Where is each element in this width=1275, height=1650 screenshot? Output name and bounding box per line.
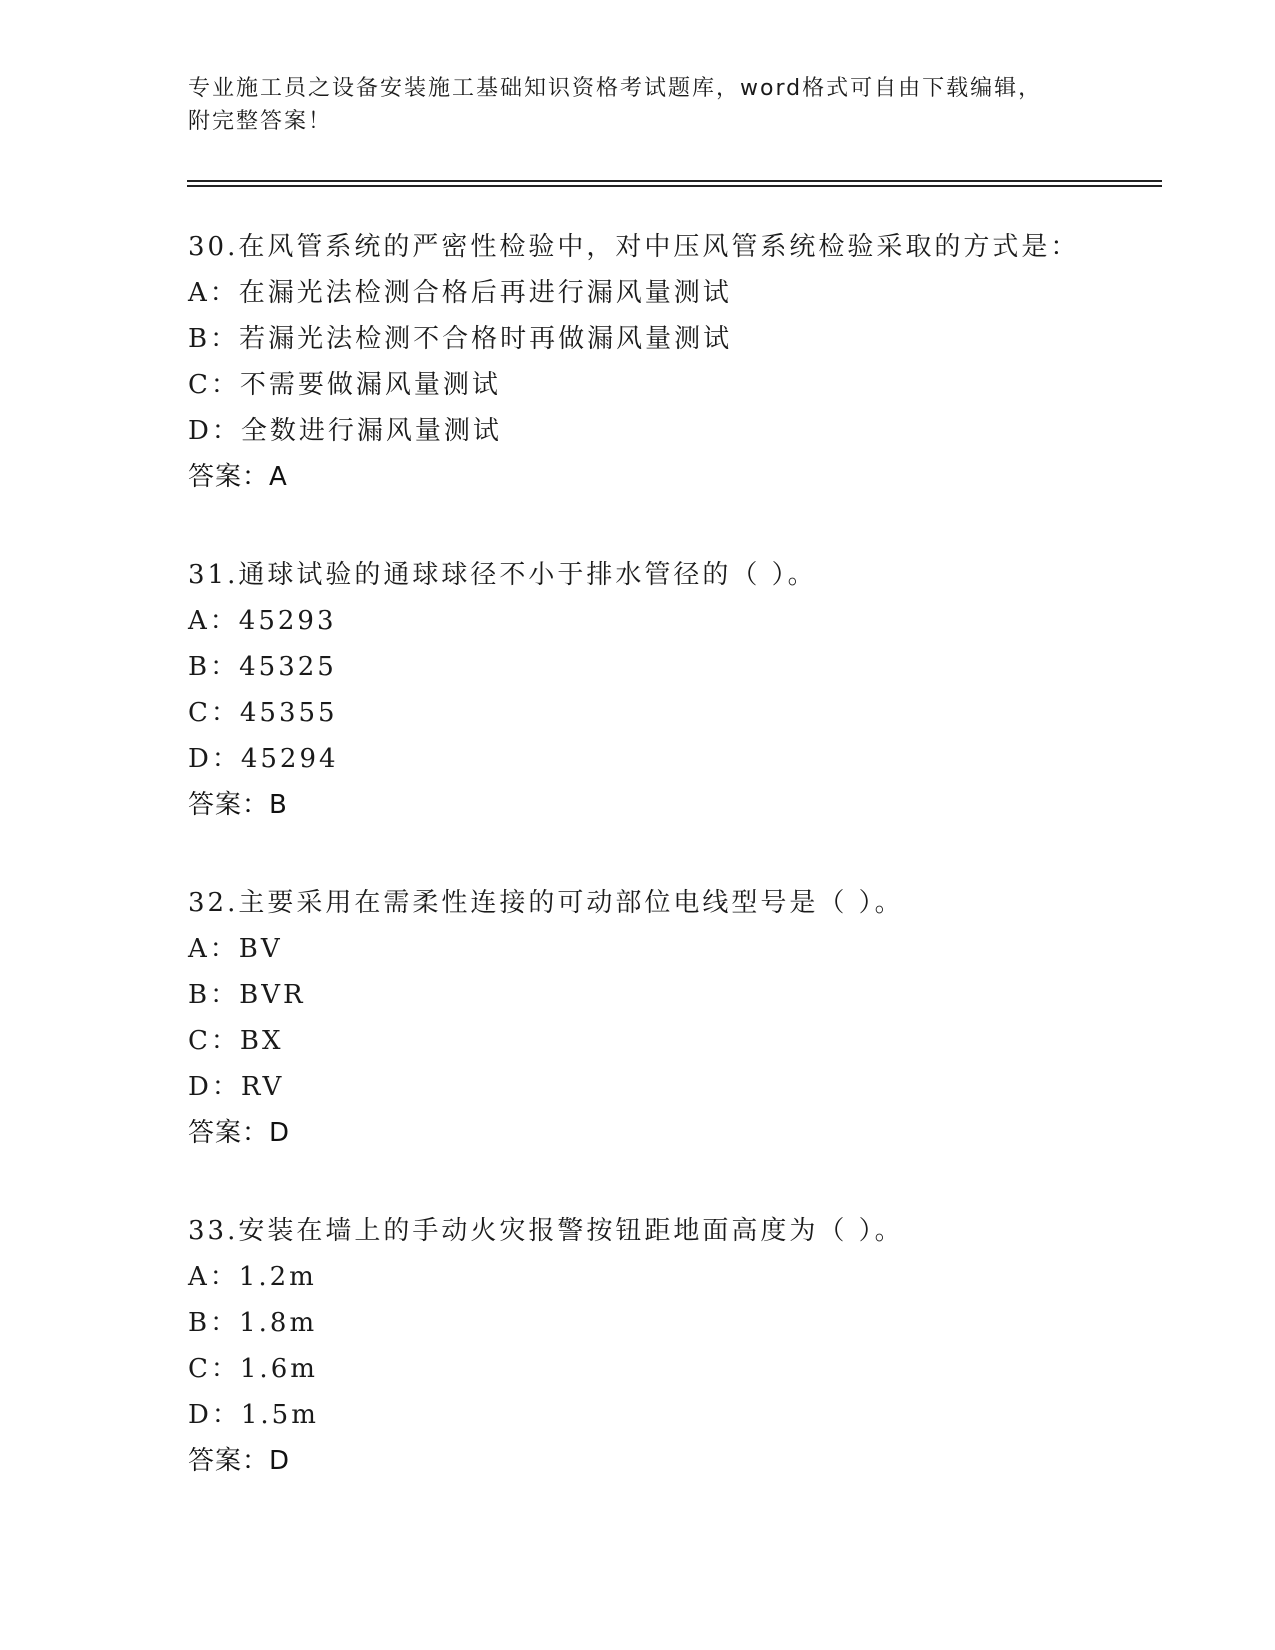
option-a: A：BV bbox=[188, 934, 283, 964]
header-divider-top bbox=[187, 180, 1162, 182]
answer-label: 答案：B bbox=[188, 790, 288, 820]
question-32 bbox=[188, 880, 1168, 1156]
option-b: B：BVR bbox=[188, 980, 306, 1010]
question-30 bbox=[188, 224, 1168, 500]
option-d: D：1.5m bbox=[188, 1400, 319, 1430]
answer-label: 答案：D bbox=[188, 1446, 291, 1476]
answer-label: 答案：D bbox=[188, 1118, 291, 1148]
answer-label: 答案：A bbox=[188, 462, 288, 492]
option-b: B：若漏光法检测不合格时再做漏风量测试 bbox=[188, 324, 733, 354]
document-header bbox=[188, 72, 1088, 138]
header-line-2: 附完整答案！ bbox=[188, 109, 333, 134]
option-a: A：45293 bbox=[188, 606, 337, 636]
question-33 bbox=[188, 1208, 1168, 1484]
option-c: C：不需要做漏风量测试 bbox=[188, 370, 501, 400]
question-title: 31.通球试验的通球球径不小于排水管径的（ ）。 bbox=[188, 560, 817, 590]
option-d: D：45294 bbox=[188, 744, 339, 774]
option-b: B：1.8m bbox=[188, 1308, 318, 1338]
option-b: B：45325 bbox=[188, 652, 337, 682]
option-d: D：全数进行漏风量测试 bbox=[188, 416, 502, 446]
question-title: 33.安装在墙上的手动火灾报警按钮距地面高度为（ ）。 bbox=[188, 1216, 904, 1246]
question-31 bbox=[188, 552, 1168, 828]
option-c: C：45355 bbox=[188, 698, 338, 728]
option-c: C：1.6m bbox=[188, 1354, 318, 1384]
header-line-1: 专业施工员之设备安装施工基础知识资格考试题库，word格式可自由下载编辑， bbox=[188, 76, 1043, 101]
header-divider-bottom bbox=[187, 185, 1162, 187]
option-d: D：RV bbox=[188, 1072, 285, 1102]
question-title: 32.主要采用在需柔性连接的可动部位电线型号是（ ）。 bbox=[188, 888, 904, 918]
option-a: A：在漏光法检测合格后再进行漏风量测试 bbox=[188, 278, 732, 308]
option-c: C：BX bbox=[188, 1026, 284, 1056]
option-a: A：1.2m bbox=[188, 1262, 317, 1292]
question-title: 30.在风管系统的严密性检验中，对中压风管系统检验采取的方式是： bbox=[188, 232, 1080, 262]
